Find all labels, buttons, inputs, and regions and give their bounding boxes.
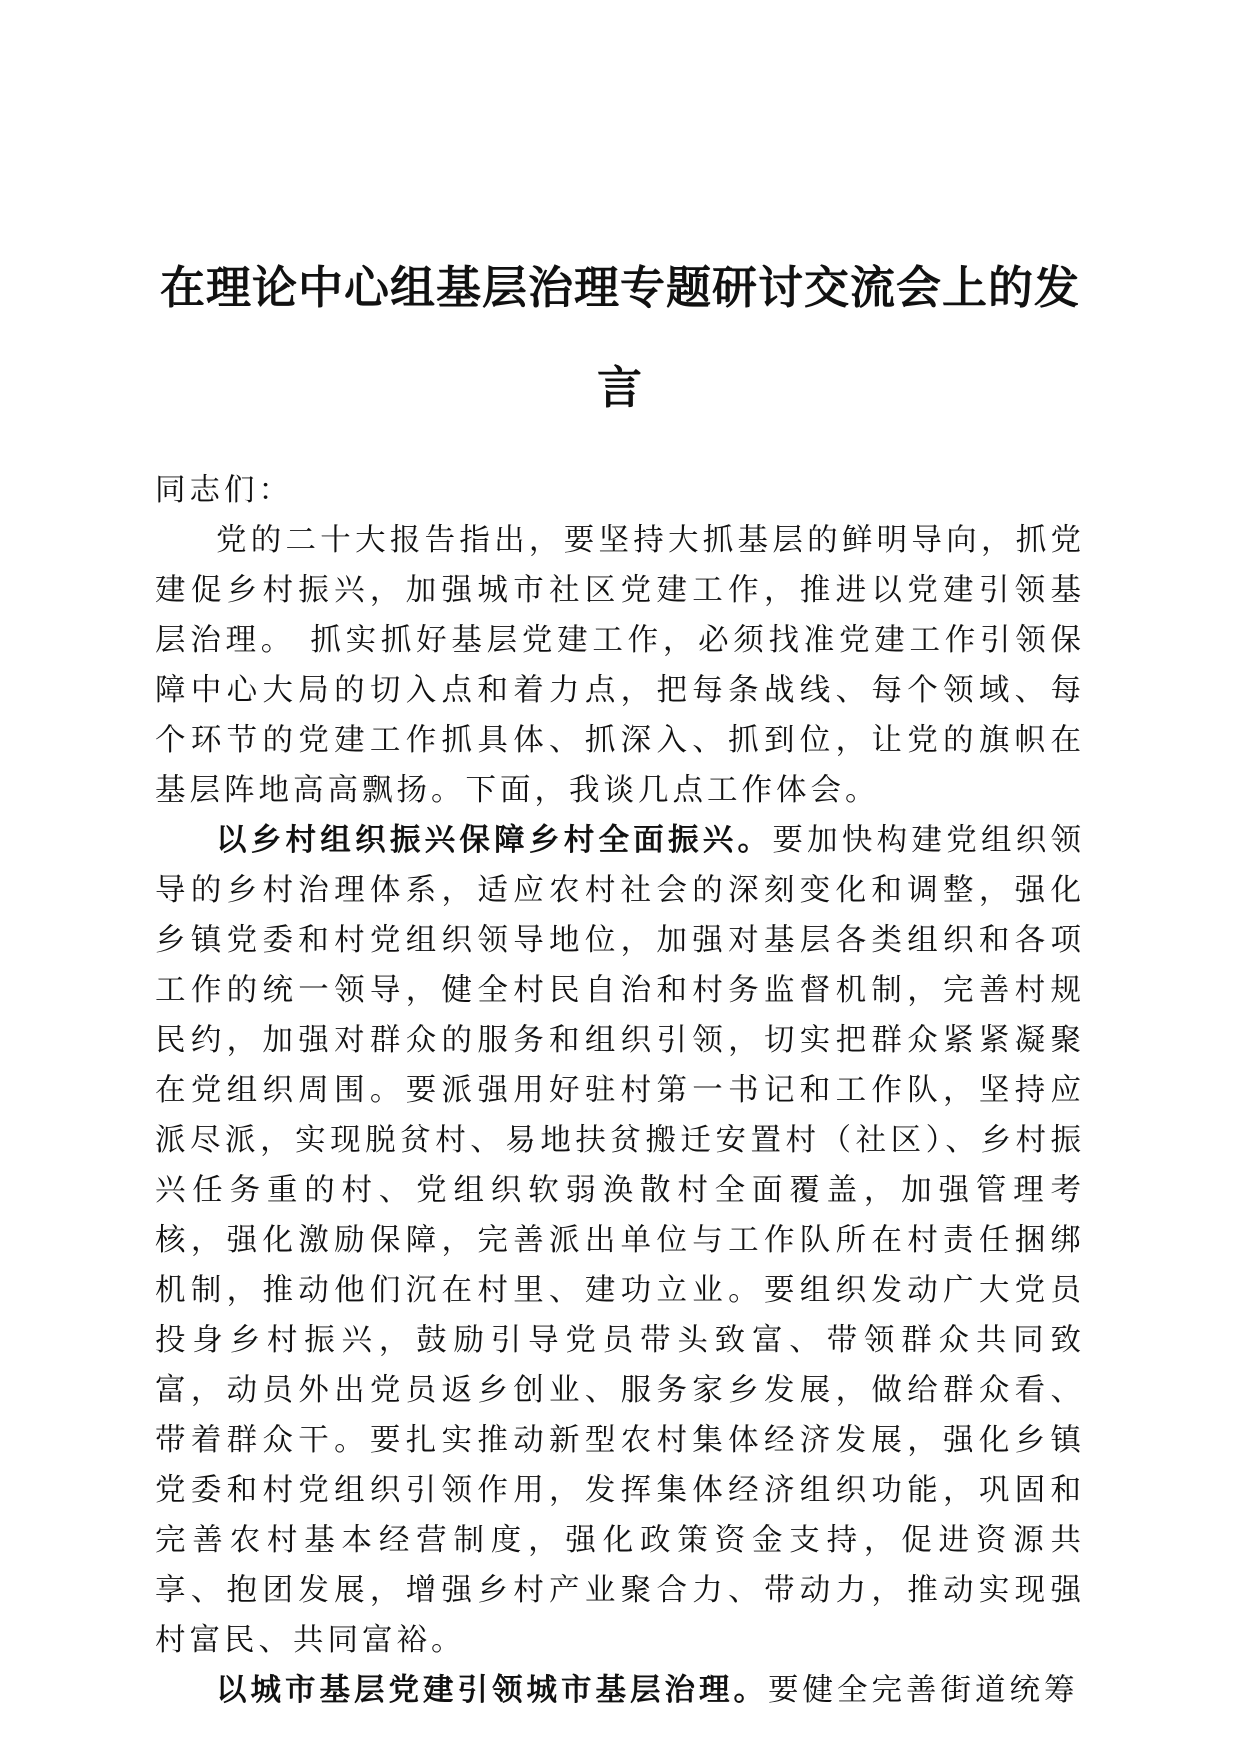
paragraph-lead: 以乡村组织振兴保障乡村全面振兴。 [216,823,773,858]
document-title: 在理论中心组基层治理专题研讨交流会上的发言 [159,261,1080,414]
paragraph-lead: 以城市基层党建引领城市基层治理。 [216,1673,768,1708]
paragraph-urban-governance [155,1666,1085,1716]
paragraph-text: 要健全完善街道统筹 [768,1673,1079,1708]
paragraph-text: 党的二十大报告指出，要坚持大抓基层的鲜明导向，抓党建促乡村振兴，加强城市社区党建工作，推进以党建引领基层治理。 抓实抓好基层党建工作，必须找准党建工作引领保障中心大局的切入点和着力点，把每条战线、每个领域、每个环节的党建工作抓具体、抓深入、抓到位，让党的旗帜在基层阵地高高飘扬。下面，我谈几点工作体会。 [155,523,1085,808]
paragraph-intro [155,516,1085,816]
paragraph-rural-revitalization [155,816,1085,1666]
document-body [155,466,1085,1716]
salutation: 同志们： [155,473,293,508]
paragraph-text: 要加快构建党组织领导的乡村治理体系，适应农村社会的深刻变化和调整，强化乡镇党委和村党组织领导地位，加强对基层各类组织和各项工作的统一领导，健全村民自治和村务监督机制，完善村规民约，加强对群众的服务和组织引领，切实把群众紧紧凝聚在党组织周围。要派强用好驻村第一书记和工作队，坚持应派尽派，实现脱贫村、易地扶贫搬迁安置村（社区）、乡村振兴任务重的村、党组织软弱涣散村全面覆盖，加强管理考核，强化激励保障，完善派出单位与工作队所在村责任捆绑机制，推动他们沉在村里、建功立业。要组织发动广大党员投身乡村振兴，鼓励引导党员带头致富、带领群众共同致富，动员外出党员返乡创业、服务家乡发展，做给群众看、带着群众干。要扎实推动新型农村集体经济发展，强化乡镇党委和村党组织引领作用，发挥集体经济组织功能，巩固和完善农村基本经营制度，强化政策资金支持，促进资源共享、抱团发展，增强乡村产业聚合力、带动力，推动实现强村富民、共同富裕。 [155,823,1086,1658]
